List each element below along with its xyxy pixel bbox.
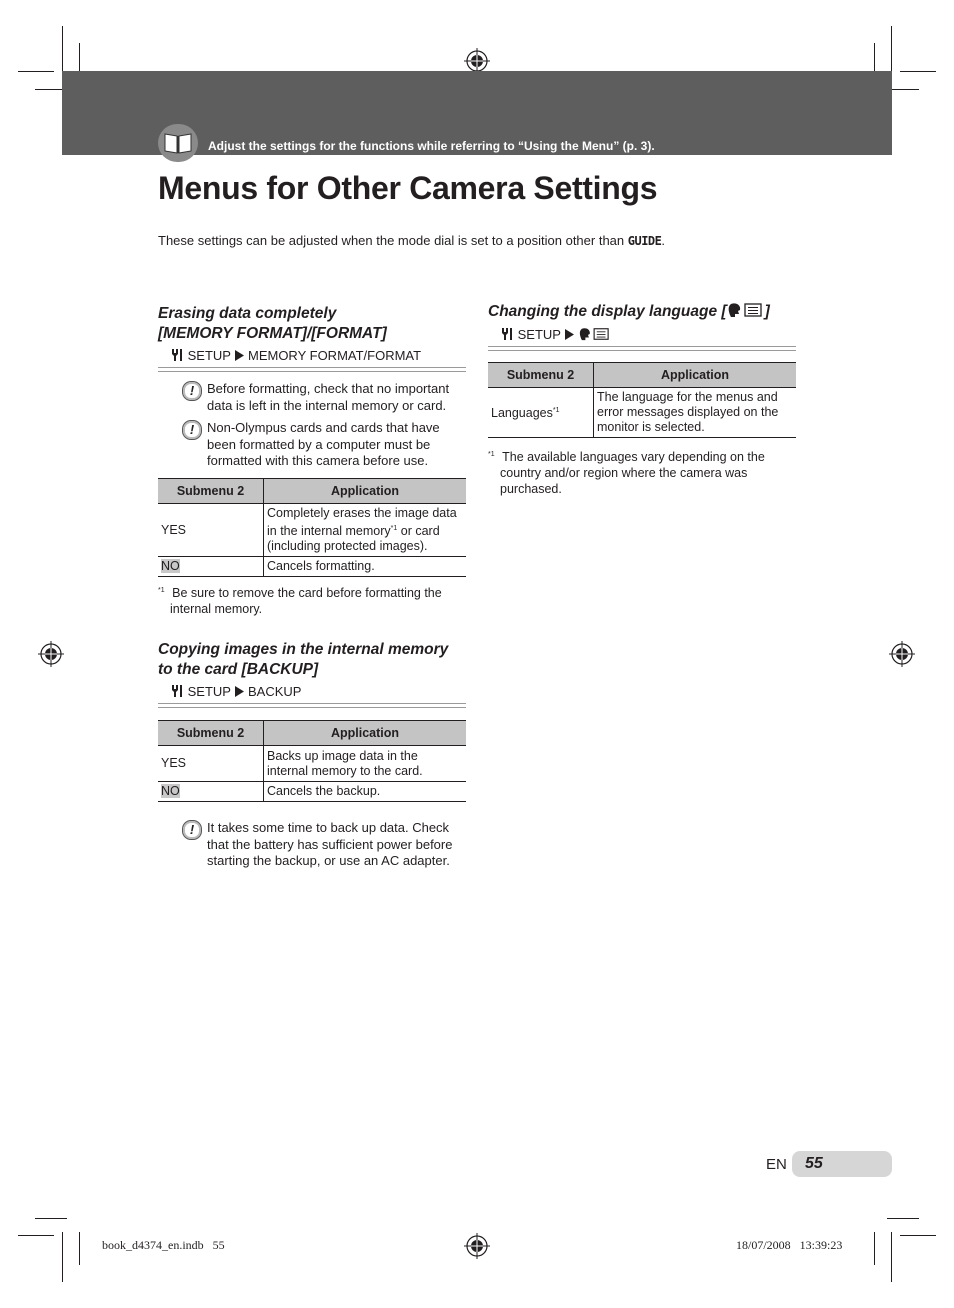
section-heading-language	[488, 302, 770, 322]
language-icon	[578, 327, 612, 341]
crop-mark	[900, 71, 936, 72]
footnote	[488, 447, 765, 497]
cell-line: internal memory to the card.	[267, 763, 423, 778]
caution-note	[207, 381, 449, 414]
table-header-application: Application	[264, 721, 467, 746]
heading-line: to the card [BACKUP]	[158, 661, 319, 678]
table-row	[158, 782, 466, 802]
format-table	[158, 478, 466, 577]
table-cell-submenu: YES	[158, 504, 264, 557]
table-cell-submenu	[488, 388, 594, 438]
note-line: starting the backup, or use an AC adapter.	[207, 853, 450, 868]
footnote-line: Be sure to remove the card before formatting the	[172, 586, 442, 601]
crop-mark	[62, 1232, 63, 1282]
exclamation-icon: !	[182, 820, 202, 840]
table-header-row	[158, 721, 466, 746]
page-number: 55	[805, 1155, 823, 1172]
path-setup: SETUP	[187, 684, 231, 699]
menu-badge	[158, 124, 198, 162]
registration-mark-icon	[38, 641, 64, 667]
language-table	[488, 362, 796, 438]
table-cell-application	[264, 504, 467, 557]
crop-mark	[887, 1218, 919, 1219]
exclamation-icon: !	[182, 420, 202, 440]
menu-path-backup	[158, 683, 466, 704]
slug-date: 18/07/2008 13:39:23	[736, 1238, 843, 1252]
footnote-line: The available languages vary depending on the	[502, 450, 765, 465]
path-setup: SETUP	[187, 348, 231, 363]
note-line: Non-Olympus cards and cards that have	[207, 420, 440, 435]
table-row	[158, 504, 466, 557]
default-highlight: NO	[161, 784, 180, 798]
section-heading-backup	[158, 640, 448, 680]
table-cell-application	[264, 746, 467, 782]
footnote-line: country and/or region where the camera was	[500, 466, 748, 481]
table-cell-submenu	[158, 782, 264, 802]
note-line: Before formatting, check that no important	[207, 381, 450, 396]
cell-line: Completely erases the image data	[267, 506, 457, 520]
footnote-ref: *1	[552, 407, 560, 415]
cell-line: in the internal memory	[267, 524, 391, 539]
path-setup: SETUP	[517, 327, 561, 342]
triangle-right-icon	[234, 350, 244, 361]
menu-path-language	[488, 326, 796, 347]
slug-file: book_d4374_en.indb 55	[102, 1238, 225, 1252]
intro-sentence: These settings can be adjusted when the mode dial is set to a position other than	[158, 233, 628, 248]
footnote-line: purchased.	[500, 482, 562, 497]
intro-text	[158, 233, 665, 248]
registration-mark-icon	[889, 641, 915, 667]
table-header-submenu: Submenu 2	[158, 479, 264, 504]
table-header-submenu: Submenu 2	[488, 363, 594, 388]
table-header-row	[488, 363, 796, 388]
cell-line: The language for the menus and	[597, 390, 778, 404]
crop-mark	[891, 26, 892, 76]
intro-end: .	[661, 233, 665, 248]
crop-mark	[18, 1235, 54, 1236]
note-line: been formatted by a computer must be	[207, 436, 431, 452]
crop-mark	[18, 71, 54, 72]
note-line: formatted with this camera before use.	[207, 453, 429, 468]
default-highlight: NO	[161, 559, 180, 574]
wrench-icon	[170, 348, 184, 362]
wrench-icon	[500, 327, 514, 341]
table-cell-submenu	[158, 557, 264, 577]
table-header-row	[158, 479, 466, 504]
table-row	[488, 388, 796, 438]
backup-table	[158, 720, 466, 802]
crop-mark	[79, 1232, 80, 1265]
header-instruction: Adjust the settings for the functions while referring to “Using the Menu” (p. 3).	[208, 139, 655, 153]
guide-mode-label: GUIDE	[627, 234, 662, 248]
cell-line: (including protected images).	[267, 539, 428, 554]
table-cell-application: Cancels the backup.	[264, 782, 467, 802]
menu-path-format	[158, 347, 466, 368]
triangle-right-icon	[564, 329, 574, 340]
table-cell-submenu: YES	[158, 746, 264, 782]
table-cell-application: Cancels formatting.	[264, 557, 467, 577]
triangle-right-icon	[234, 686, 244, 697]
crop-mark	[900, 1235, 936, 1236]
book-icon	[158, 124, 198, 162]
table-row	[158, 746, 466, 782]
footnote-ref: *1	[390, 525, 398, 532]
table-row	[158, 557, 466, 577]
table-header-submenu: Submenu 2	[158, 721, 264, 746]
path-item: BACKUP	[247, 684, 302, 699]
footnote	[158, 583, 442, 617]
registration-mark-icon	[464, 1233, 490, 1259]
crop-mark	[35, 1218, 67, 1219]
page-title: Menus for Other Camera Settings	[158, 170, 658, 206]
heading-end: ]	[764, 303, 770, 320]
cell-line: or card	[397, 524, 440, 539]
caution-note	[207, 820, 452, 870]
section-heading-format	[158, 304, 387, 344]
caution-note	[207, 420, 440, 470]
exclamation-icon: !	[182, 381, 202, 401]
heading-line: Erasing data completely	[158, 305, 337, 322]
table-cell-application	[594, 388, 797, 438]
wrench-icon	[170, 684, 184, 698]
language-icon	[727, 302, 765, 318]
crop-mark	[62, 26, 63, 76]
cell-text: Languages	[491, 406, 553, 421]
crop-mark	[891, 1232, 892, 1282]
table-header-application: Application	[594, 363, 797, 388]
note-line: It takes some time to back up data. Check	[207, 820, 450, 835]
language-code: EN	[766, 1156, 787, 1173]
cell-line: monitor is selected.	[597, 420, 705, 434]
heading-line: Changing the display language [	[488, 303, 727, 320]
footnote-mark: *1	[158, 587, 165, 594]
note-line: data is left in the internal memory or card.	[207, 397, 447, 413]
footnote-mark: *1	[488, 451, 495, 458]
table-header-application: Application	[264, 479, 467, 504]
path-item: MEMORY FORMAT/FORMAT	[247, 348, 422, 363]
footnote-line: internal memory.	[170, 602, 263, 617]
crop-mark	[874, 1232, 875, 1265]
heading-line: [MEMORY FORMAT]/[FORMAT]	[158, 325, 387, 342]
cell-line: Backs up image data in the	[267, 748, 418, 763]
note-line: that the battery has sufficient power before	[207, 836, 453, 852]
heading-line: Copying images in the internal memory	[158, 641, 449, 658]
cell-line: error messages displayed on the	[597, 405, 779, 419]
